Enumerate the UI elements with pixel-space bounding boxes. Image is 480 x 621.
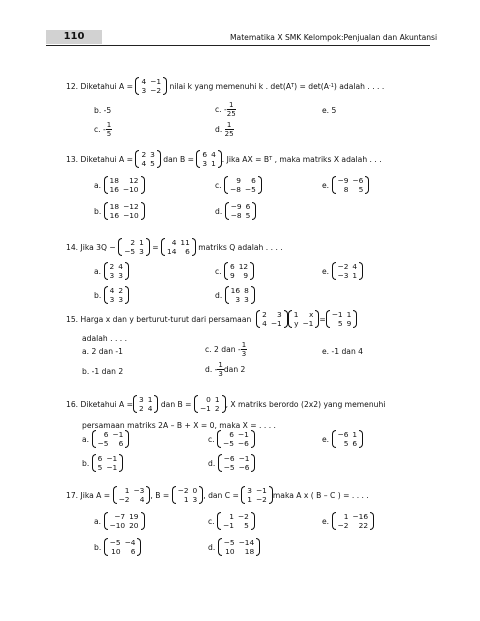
matrix-grid xyxy=(96,430,126,448)
matrix-entry: −6 xyxy=(223,454,235,463)
matrix-entry: 18 xyxy=(244,547,255,556)
matrix xyxy=(104,202,145,220)
matrix-entry: −6 xyxy=(238,463,250,472)
matrix-entry: 6 xyxy=(352,439,358,448)
q13-option-b: b. 18 −12 16 −10 xyxy=(94,202,145,220)
q16-option-b: b. 6 −1 5 −1 xyxy=(82,454,123,472)
q15-stem: 15. Harga x dan y berturut-turut dari persamaan 2 3 4 −1 1 x y −1 = −1 1 5 9 xyxy=(66,310,357,328)
matrix-entry: −5 xyxy=(223,439,234,448)
matrix-grid xyxy=(222,454,252,472)
matrix-entry: 2 xyxy=(118,286,124,295)
q14-option-a: a. 2 4 3 3 xyxy=(94,262,129,280)
matrix-entry: 6 xyxy=(130,547,136,556)
q16-stem: 16. Diketahui A = 3 1 2 4 dan B = 0 1 −1 2 , X matriks berordo (2x2) yang memenuhi xyxy=(66,395,386,413)
q13-option-e: e. −9 −6 8 5 xyxy=(322,176,369,194)
matrix-entry: −8 xyxy=(230,185,241,194)
matrix-entry: 2 xyxy=(130,238,136,247)
matrix xyxy=(92,454,124,472)
matrix-grid xyxy=(108,176,141,194)
matrix-entry: 4 xyxy=(139,495,145,504)
matrix-entry: −8 xyxy=(230,211,242,220)
matrix-entry: −9 xyxy=(337,176,349,185)
q16-option-a: a. 6 −1 −5 6 xyxy=(82,430,129,448)
matrix-entry: 4 xyxy=(141,77,147,86)
matrix-grid xyxy=(139,150,156,168)
matrix-grid xyxy=(108,512,141,530)
matrix-grid xyxy=(198,395,222,413)
q14-option-c: c. 6 12 9 9 xyxy=(215,262,254,280)
matrix-entry: 5 xyxy=(150,159,155,168)
matrix-entry: 3 xyxy=(247,486,252,495)
matrix-entry: −2 xyxy=(337,521,349,530)
matrix-entry: −5 xyxy=(124,247,136,256)
q17-option-c: c. 1 −2 −1 5 xyxy=(208,512,255,530)
matrix-entry: −12 xyxy=(123,202,139,211)
matrix-entry: −2 xyxy=(118,495,130,504)
matrix-entry: 9 xyxy=(346,319,352,328)
matrix-entry: −2 xyxy=(150,86,162,95)
matrix-entry: −2 xyxy=(237,512,249,521)
matrix-entry: −1 xyxy=(255,486,267,495)
q12-matrix-A xyxy=(135,77,167,95)
q12-option-c2: c. - $\frac{1}{5}$ xyxy=(94,121,112,138)
matrix-entry: 2 xyxy=(139,404,144,413)
q12-option-d: d. $\frac{1}{25}$ xyxy=(215,121,234,138)
matrix-entry: 19 xyxy=(129,512,139,521)
matrix-grid xyxy=(137,395,154,413)
matrix xyxy=(113,486,151,504)
q16-option-d: d. −6 −1 −5 −6 xyxy=(208,454,255,472)
q12-option-c: c. - $\frac{1}{25}$ xyxy=(215,101,236,118)
matrix-entry: 4 xyxy=(109,286,115,295)
matrix-entry: −1 xyxy=(199,404,211,413)
matrix-entry: 2 xyxy=(109,262,115,271)
matrix-entry: 4 xyxy=(147,404,153,413)
matrix xyxy=(218,538,261,556)
matrix-entry: −2 xyxy=(177,486,189,495)
header-rule xyxy=(46,45,430,46)
matrix-entry: −4 xyxy=(124,538,136,547)
matrix-entry: 14 xyxy=(167,247,177,256)
matrix xyxy=(225,202,257,220)
matrix-entry: 4 xyxy=(118,262,123,271)
q13-option-d: d. −9 6 −8 5 xyxy=(215,202,256,220)
matrix xyxy=(104,262,129,280)
matrix-grid xyxy=(108,538,138,556)
matrix-entry: 8 xyxy=(343,185,349,194)
matrix-entry: 1 xyxy=(214,395,220,404)
matrix-entry: −5 xyxy=(97,439,109,448)
matrix-entry: 6 xyxy=(245,202,251,211)
matrix-grid xyxy=(229,202,253,220)
page-number: 110 xyxy=(46,30,102,44)
matrix-grid xyxy=(245,486,269,504)
matrix-entry: 4 xyxy=(352,262,358,271)
q16-option-e: e. −6 1 5 6 xyxy=(322,430,363,448)
matrix xyxy=(104,512,145,530)
matrix-grid xyxy=(330,310,354,328)
matrix-entry: −1 xyxy=(150,77,162,86)
matrix xyxy=(194,395,226,413)
matrix-entry: −6 xyxy=(352,176,364,185)
matrix-entry: 1 xyxy=(293,310,299,319)
q13-matrix-B xyxy=(196,150,221,168)
matrix-entry: 16 xyxy=(230,286,241,295)
matrix-entry: −5 xyxy=(109,538,121,547)
matrix-entry: −2 xyxy=(255,495,267,504)
matrix-entry: 5 xyxy=(244,521,249,530)
matrix-entry: 6 xyxy=(185,247,190,256)
q17-option-d: d. −5 −14 10 18 xyxy=(208,538,260,556)
matrix-entry: 18 xyxy=(109,176,119,185)
matrix-entry: 10 xyxy=(225,547,235,556)
matrix-entry: 4 xyxy=(141,159,147,168)
matrix xyxy=(332,512,375,530)
matrix-grid xyxy=(96,454,120,472)
matrix-entry: 12 xyxy=(129,176,139,185)
matrix-entry: 5 xyxy=(337,319,343,328)
matrix-grid xyxy=(200,150,217,168)
matrix-entry: 2 xyxy=(141,150,147,159)
q17-option-b: b. −5 −4 10 6 xyxy=(94,538,141,556)
matrix-entry: −5 xyxy=(223,463,235,472)
matrix xyxy=(256,310,288,328)
matrix-entry: −1 xyxy=(112,430,124,439)
matrix-grid xyxy=(222,538,257,556)
matrix-grid xyxy=(221,512,251,530)
matrix xyxy=(332,430,364,448)
matrix-entry: −1 xyxy=(106,463,118,472)
matrix-entry: 6 xyxy=(230,262,235,271)
q12-option-b: b. -5 xyxy=(94,106,112,115)
matrix-entry: 1 xyxy=(229,512,234,521)
matrix-entry: y xyxy=(294,319,299,328)
q14-option-d: d. 16 8 3 3 xyxy=(215,286,255,304)
q16-stem-cont: persamaan matriks 2A – B + X = 0, maka X = . . . . xyxy=(82,421,276,430)
matrix-entry: 1 xyxy=(352,430,358,439)
matrix-entry: −1 xyxy=(270,319,282,328)
matrix-entry: 5 xyxy=(245,211,251,220)
matrix-entry: 1 xyxy=(247,495,252,504)
matrix-entry: 3 xyxy=(109,271,115,280)
matrix xyxy=(224,262,254,280)
matrix xyxy=(241,486,273,504)
matrix-entry: −1 xyxy=(302,319,314,328)
matrix-entry: −7 xyxy=(114,512,126,521)
matrix xyxy=(288,310,320,328)
matrix-entry: −3 xyxy=(133,486,145,495)
matrix-entry: 22 xyxy=(358,521,369,530)
matrix-grid xyxy=(108,262,125,280)
q13-option-c: c. 9 6 −8 −5 xyxy=(215,176,262,194)
matrix-grid xyxy=(108,286,125,304)
q12-option-e: e. 5 xyxy=(322,106,337,115)
matrix-grid xyxy=(336,176,366,194)
matrix-entry: −2 xyxy=(337,262,349,271)
matrix-grid xyxy=(336,512,371,530)
matrix-grid xyxy=(117,486,147,504)
matrix-entry: 6 xyxy=(229,430,234,439)
q15-option-a: a. 2 dan -1 xyxy=(82,347,123,356)
matrix-entry: 1 xyxy=(346,310,352,319)
matrix-entry: 4 xyxy=(171,238,177,247)
matrix-grid xyxy=(229,286,251,304)
matrix-entry: 3 xyxy=(235,295,241,304)
matrix-entry: −16 xyxy=(352,512,369,521)
matrix-entry: 2 xyxy=(214,404,220,413)
matrix-entry: −1 xyxy=(237,430,249,439)
matrix-entry: −6 xyxy=(237,439,249,448)
running-header: Matematika X SMK Kelompok:Penjualan dan Akuntansi xyxy=(230,33,438,42)
matrix-entry: 3 xyxy=(109,295,115,304)
matrix-entry: 6 xyxy=(202,150,208,159)
matrix xyxy=(332,176,370,194)
matrix-entry: 3 xyxy=(277,310,282,319)
q14-option-e: e. −2 4 −3 1 xyxy=(322,262,363,280)
matrix xyxy=(332,262,364,280)
matrix-entry: 0 xyxy=(206,395,211,404)
matrix-entry: 1 xyxy=(211,159,216,168)
matrix xyxy=(104,538,142,556)
matrix-entry: 11 xyxy=(180,238,190,247)
matrix xyxy=(217,430,255,448)
matrix-grid xyxy=(228,176,258,194)
matrix-entry: −5 xyxy=(244,185,256,194)
q13-stem: 13. Diketahui A = 2 3 4 5 dan B = 6 4 3 1 . Jika AX = B T , maka matriks X adalah . . . xyxy=(66,150,382,168)
q17-option-a: a. −7 19 −10 20 xyxy=(94,512,145,530)
q14-option-b: b. 4 2 3 3 xyxy=(94,286,129,304)
matrix-entry: 3 xyxy=(202,159,208,168)
matrix-grid xyxy=(176,486,200,504)
q12-stem: 12. Diketahui A = 4 −1 3 −2 nilai k yang memenuhi k . det(A T ) = det(A -1 ) adalah . . . . xyxy=(66,77,385,95)
matrix-entry: 3 xyxy=(192,495,198,504)
matrix-entry: 10 xyxy=(111,547,121,556)
matrix-grid xyxy=(228,262,250,280)
matrix xyxy=(104,176,145,194)
matrix-entry: −1 xyxy=(106,454,118,463)
matrix-entry: −6 xyxy=(337,430,349,439)
q15-option-d: d. - $\frac{1}{3}$ dan 2 xyxy=(205,361,246,378)
q15-option-e: e. -1 dan 4 xyxy=(322,347,364,356)
matrix-entry: 16 xyxy=(109,185,119,194)
matrix xyxy=(217,512,255,530)
matrix-entry: 1 xyxy=(343,512,349,521)
matrix-entry: 1 xyxy=(124,486,130,495)
matrix-grid xyxy=(260,310,284,328)
matrix-entry: 3 xyxy=(118,295,124,304)
matrix-entry: −1 xyxy=(331,310,343,319)
matrix-entry: 9 xyxy=(243,271,249,280)
matrix-entry: 6 xyxy=(118,439,124,448)
q13-option-a: a. 18 12 16 −10 xyxy=(94,176,145,194)
matrix-entry: 3 xyxy=(150,150,155,159)
matrix-entry: −5 xyxy=(223,538,235,547)
matrix-entry: −3 xyxy=(337,271,349,280)
matrix-grid xyxy=(139,77,163,95)
matrix-entry: 12 xyxy=(238,262,249,271)
matrix-entry: 20 xyxy=(129,521,139,530)
matrix-entry: 1 xyxy=(139,238,144,247)
matrix xyxy=(172,486,204,504)
matrix xyxy=(225,286,255,304)
matrix-entry: −10 xyxy=(109,521,126,530)
matrix-grid xyxy=(292,310,316,328)
matrix xyxy=(224,176,262,194)
matrix-entry: 5 xyxy=(358,185,364,194)
matrix-entry: 1 xyxy=(147,395,153,404)
matrix-grid xyxy=(108,202,141,220)
matrix-entry: 6 xyxy=(251,176,256,185)
matrix-entry: 0 xyxy=(192,486,198,495)
q14-stem: 14. Jika 3Q − 2 1 −5 3 = 4 11 14 6 matriks Q adalah . . . . xyxy=(66,238,283,256)
matrix-entry: 3 xyxy=(118,271,123,280)
matrix-grid xyxy=(221,430,251,448)
q15-option-c: c. 2 dan - $\frac{1}{3}$ xyxy=(205,341,247,358)
matrix-grid xyxy=(336,430,360,448)
matrix xyxy=(104,286,129,304)
matrix-entry: −10 xyxy=(122,185,139,194)
matrix-entry: 4 xyxy=(262,319,267,328)
q16-option-c: c. 6 −1 −5 −6 xyxy=(208,430,255,448)
matrix-entry: 9 xyxy=(230,271,235,280)
matrix-entry: 8 xyxy=(244,286,249,295)
matrix-entry: 3 xyxy=(139,247,144,256)
matrix-entry: 3 xyxy=(139,395,144,404)
matrix-entry: 1 xyxy=(183,495,189,504)
matrix-entry: 2 xyxy=(262,310,267,319)
matrix-grid xyxy=(336,262,360,280)
matrix-entry: 1 xyxy=(352,271,358,280)
q13-matrix-A xyxy=(135,150,160,168)
q17-option-e: e. 1 −16 −2 22 xyxy=(322,512,374,530)
matrix xyxy=(326,310,358,328)
q14-matrix-1 xyxy=(118,238,150,256)
matrix-entry: 5 xyxy=(343,439,349,448)
matrix-entry: −1 xyxy=(223,521,234,530)
matrix-grid xyxy=(165,238,192,256)
matrix-entry: 6 xyxy=(97,454,103,463)
matrix-entry: 16 xyxy=(109,211,120,220)
matrix-entry: −14 xyxy=(238,538,255,547)
matrix-entry: −9 xyxy=(230,202,242,211)
matrix-entry: 3 xyxy=(141,86,147,95)
matrix xyxy=(218,454,256,472)
q15-stem-cont: adalah . . . . xyxy=(82,334,128,343)
matrix-entry: −1 xyxy=(238,454,250,463)
matrix-entry: −10 xyxy=(123,211,139,220)
matrix-entry: 9 xyxy=(236,176,241,185)
matrix xyxy=(133,395,158,413)
matrix-entry: 4 xyxy=(211,150,216,159)
matrix-entry: 3 xyxy=(244,295,249,304)
matrix-grid xyxy=(122,238,146,256)
matrix-entry: 5 xyxy=(97,463,103,472)
matrix-entry: x xyxy=(308,310,314,319)
q15-option-b: b. -1 dan 2 xyxy=(82,367,124,376)
q14-matrix-2 xyxy=(161,238,196,256)
matrix-entry: 6 xyxy=(103,430,109,439)
q17-stem: 17. Jika A = 1 −3 −2 4 , B = −2 0 1 3 , dan C = 3 −1 1 −2 maka A x ( B – C ) = . . . . xyxy=(66,486,369,504)
matrix-entry: 18 xyxy=(109,202,120,211)
matrix xyxy=(92,430,130,448)
